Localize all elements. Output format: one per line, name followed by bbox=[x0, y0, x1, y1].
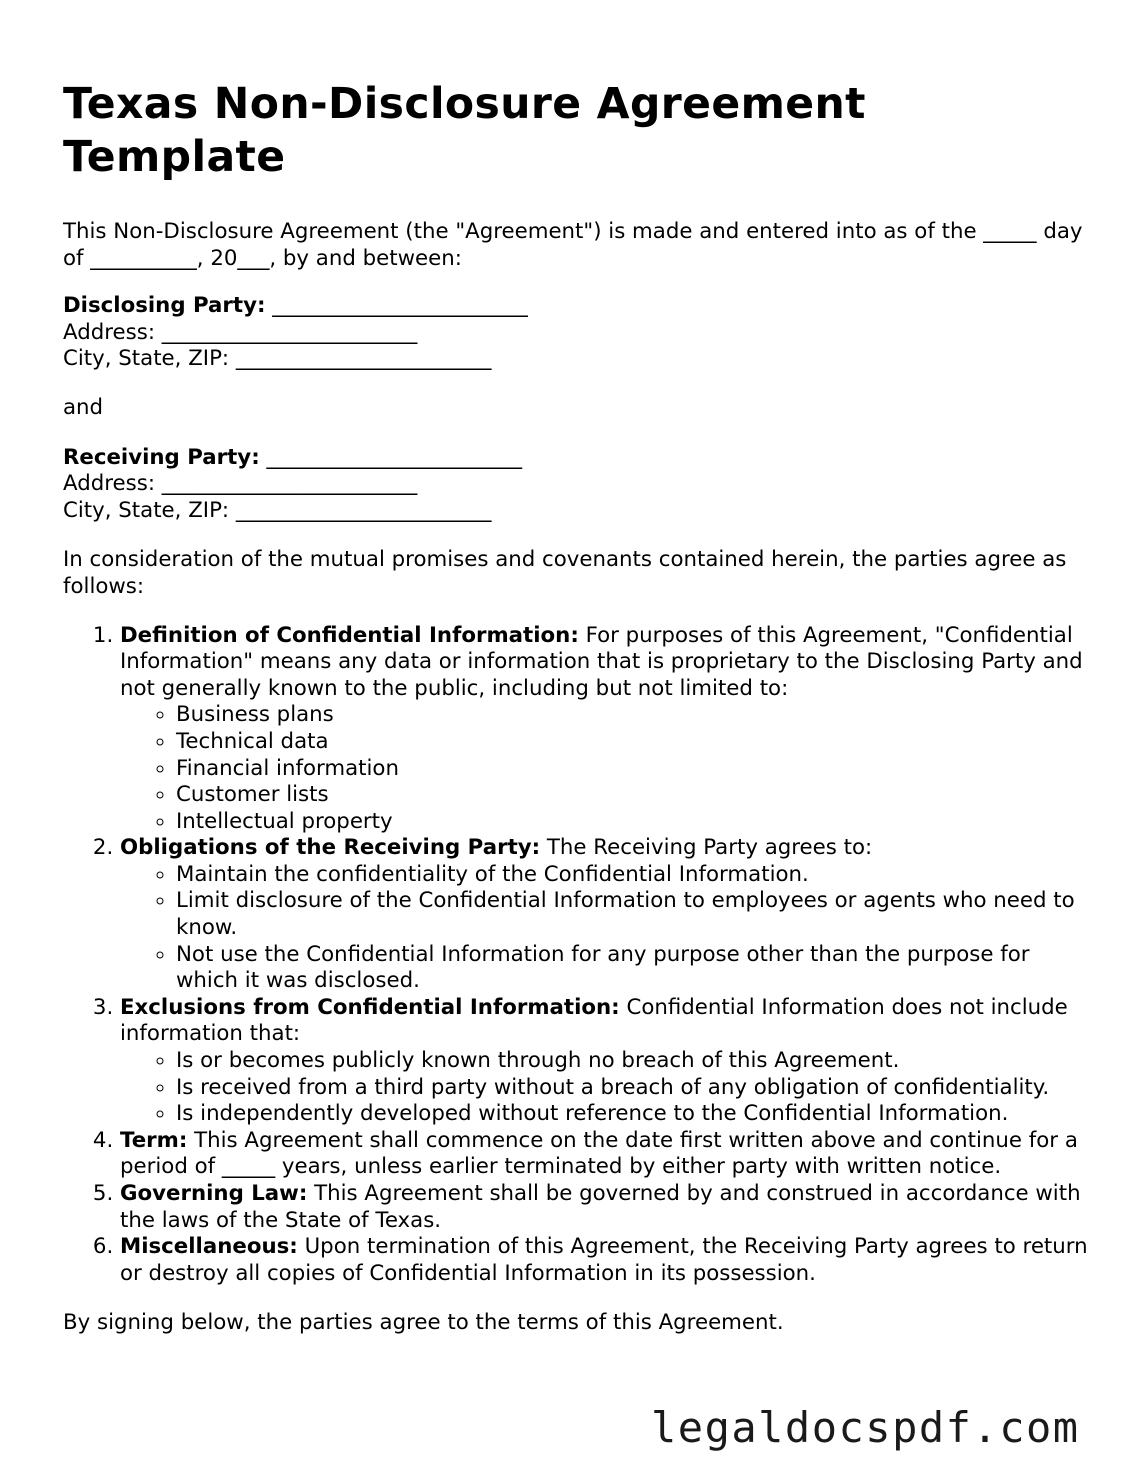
consideration-paragraph: In consideration of the mutual promises and covenants contained herein, the parties agree as follows: bbox=[63, 547, 1067, 599]
sub-list bbox=[120, 702, 1093, 835]
disclosing-party-line bbox=[63, 293, 1093, 320]
term-item-definition bbox=[120, 623, 1093, 836]
intro-paragraph: This Non-Disclosure Agreement (the "Agreement") is made and entered into as of the _____ day of __________, 20___, by and between: bbox=[63, 219, 1083, 271]
term-heading: Definition of Confidential Information: bbox=[120, 622, 579, 648]
sub-list-item: ◦ Financial information bbox=[176, 756, 1093, 783]
disclosing-party-city-state-zip: City, State, ZIP: ________________________ bbox=[63, 346, 492, 372]
term-item-term bbox=[120, 1128, 1093, 1181]
term-text: Confidential Information does not include information that: bbox=[120, 994, 1068, 1047]
term-item-obligations bbox=[120, 835, 1093, 995]
sub-list-item: ◦ Not use the Confidential Information for any purpose other than the purpose for which it was disclosed. bbox=[176, 942, 1093, 995]
receiving-party-address: Address: ________________________ bbox=[63, 471, 418, 497]
and-text: and bbox=[63, 394, 104, 420]
sub-list-item: ◦ Maintain the confidentiality of the Confidential Information. bbox=[176, 862, 1093, 889]
term-text: This Agreement shall be governed by and construed in accordance with the laws of the State of Texas. bbox=[120, 1181, 1081, 1233]
term-text: The Receiving Party agrees to: bbox=[540, 835, 873, 861]
term-text: Upon termination of this Agreement, the Receiving Party agrees to return or destroy all copies of Confidential Information in its possession. bbox=[120, 1234, 1088, 1286]
disclosing-party-name-blank: ________________________ bbox=[265, 293, 528, 319]
disclosing-party-block bbox=[63, 293, 1093, 373]
document-title: Texas Non-Disclosure Agreement Template bbox=[63, 80, 866, 182]
sub-list-item: ◦ Limit disclosure of the Confidential Information to employees or agents who need to know. bbox=[176, 888, 1093, 941]
sub-list-item: ◦ Is independently developed without reference to the Confidential Information. bbox=[176, 1101, 1093, 1128]
term-text: This Agreement shall commence on the date first written above and continue for a period of _____ years, unless earlier terminated by either party with written notice. bbox=[120, 1127, 1078, 1180]
sub-list-item: ◦ Intellectual property bbox=[176, 809, 1093, 836]
term-heading: Term: bbox=[120, 1127, 188, 1153]
watermark: legaldocspdf.com bbox=[651, 1403, 1080, 1452]
sub-list-item: ◦ Customer lists bbox=[176, 782, 1093, 809]
receiving-party-block bbox=[63, 445, 1093, 525]
term-heading: Exclusions from Confidential Information: bbox=[120, 994, 620, 1020]
sub-list-item: ◦ Is or becomes publicly known through no breach of this Agreement. bbox=[176, 1048, 1093, 1075]
receiving-party-label: Receiving Party: bbox=[63, 444, 260, 470]
sub-list bbox=[120, 862, 1093, 995]
closing-paragraph: By signing below, the parties agree to the terms of this Agreement. bbox=[63, 1310, 784, 1336]
document-page bbox=[63, 78, 1093, 1337]
term-item-exclusions bbox=[120, 995, 1093, 1128]
receiving-party-city-state-zip: City, State, ZIP: ________________________ bbox=[63, 497, 492, 523]
disclosing-party-label: Disclosing Party: bbox=[63, 293, 266, 319]
term-heading: Obligations of the Receiving Party: bbox=[120, 835, 541, 861]
term-item-miscellaneous bbox=[120, 1234, 1093, 1287]
receiving-party-line bbox=[63, 445, 1093, 472]
sub-list-item: ◦ Technical data bbox=[176, 729, 1093, 756]
term-heading: Miscellaneous: bbox=[120, 1234, 298, 1260]
term-text: For purposes of this Agreement, "Confidential Information" means any data or information that is proprietary to the Disclosing Party and not generally known to the public, including but not limited to: bbox=[120, 622, 1083, 701]
sub-list bbox=[120, 1048, 1093, 1128]
receiving-party-name-blank: ________________________ bbox=[259, 444, 523, 470]
sub-list-item: ◦ Business plans bbox=[176, 702, 1093, 729]
sub-list-item: ◦ Is received from a third party without a breach of any obligation of confidentiality. bbox=[176, 1075, 1093, 1102]
term-item-governing-law bbox=[120, 1181, 1093, 1234]
term-heading: Governing Law: bbox=[120, 1181, 308, 1206]
terms-list bbox=[63, 623, 1093, 1288]
disclosing-party-address: Address: ________________________ bbox=[63, 319, 418, 345]
